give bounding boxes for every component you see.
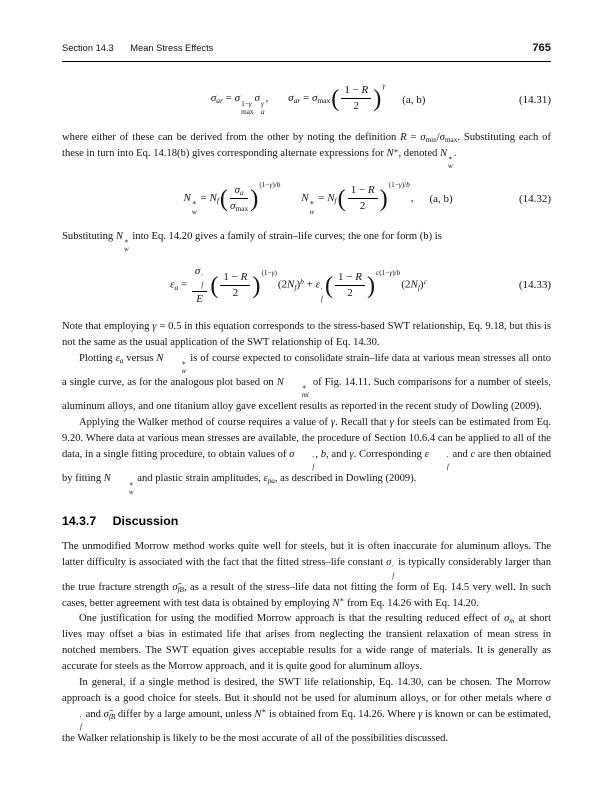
paragraph-one-justification: One justification for using the modified Morrow approach is that the resulting reduced effect of σm at short lives may offset a bias in estimated life that arises from neglecting the transient relaxation of mean stress in notched members. The SWT equation gives acceptable results for a wide range of materials. It is generally as accurate for steels as the Morrow approach, and it is quite good for aluminum alloys. (62, 613, 552, 673)
equation-14-31-right-zone (386, 92, 551, 109)
equation-14-32-part-label: (a, b) (429, 193, 453, 206)
equation-14-31-part-label: (a, b) (402, 93, 426, 106)
paragraph-note-gamma: Note that employing γ = 0.5 in this equation corresponds to the stress-based SWT relationship, Eq. 9.18, but this is not the same as the usual application of the SWT relationship of Eq. 14.30. (62, 320, 551, 348)
header-rule (62, 61, 551, 62)
running-head-section-number: Section 14.3 (62, 43, 114, 53)
running-head-section-title: Mean Stress Effects (130, 43, 214, 53)
paragraph-applying-walker: Applying the Walker method of course requires a value of γ. Recall that γ for steels can be estimated from Eq. 9.20. Where data at various mean stresses are available, the procedure of Section 10.6.4 can be applied to all of the data, in a single fitting procedure, to obtain values of σ ′ f , b, and γ. Corresponding ε ′ f and c are then obtained by fitting N ∗ w and plastic strain amplitudes, εpa, as described in Dowling (2009). (62, 417, 552, 496)
equation-14-31-math: σar = σ 1−γ max σ γ a , σar = σmax ( $\frac{1 - R}{2}$ ) γ (210, 81, 386, 116)
equation-14-32-right-zone (414, 191, 552, 208)
equation-14-33-right-zone (427, 277, 551, 294)
equation-14-31 (62, 81, 552, 116)
page-number: 765 (532, 42, 551, 54)
equation-14-33-math: εa = σ ′ f E ( $\frac{1 - R}{2}$ ) (1−γ) $(2Nf)^b + \varepsilon$ ′ f ( $\frac{1 - R}{2}$ ) c(1−γ)/b $(2Nf)^c$ (170, 265, 427, 305)
equation-14-32 (62, 181, 552, 216)
paragraph-substituting-nw: Substituting N ∗ w into Eq. 14.20 gives a family of strain–life curves; the one for form (b) is (62, 230, 442, 254)
equation-14-32-math: N ∗ w = Nf ( $\frac{\sigma a}{\sigma\max}$ ) (1−γ)/b N ∗ w = Nf ( $\frac{1 - R}{2}$ ) (1−γ)/b , (183, 181, 414, 216)
paragraph-plotting: Plotting εa versus N ∗ w is of course expected to consolidate strain–life data at various mean stresses all onto a single curve, as for the analogous plot based on N ∗ mi of Fig. 14.11. Such comparisons for a number of steels, aluminum alloys, and one titanium alloy gave excellent results as reported in the recent study of Dowling (2009). (62, 352, 552, 413)
section-heading-title: Discussion (112, 513, 179, 528)
running-head-left (62, 42, 213, 56)
paragraph-unmodified-morrow: The unmodified Morrow method works quite well for steels, but it is often inaccurate for aluminum alloys. The latter difficulty is associated with the fact that the fitted stress–life constant σ ′ f is typically considerably larger than the true fracture strength σ̃fB, as a result of the stress–life data not fitting the form of Eq. 14.5 very well. In such cases, better agreement with test data is obtained by employing N∗ from Eq. 14.26 with Eq. 14.20. (62, 541, 551, 609)
paragraph-definition-r: where either of these can be derived from the other by noting the definition R = σmin/σmax. Substituting each of these in turn into Eq. 14.18(b) gives corresponding alternate expressions for N∗, denoted N ∗ w . (62, 132, 551, 171)
equation-14-31-number: (14.31) (518, 93, 552, 106)
equation-14-33 (62, 265, 551, 305)
running-head (62, 40, 551, 57)
equation-14-32-number: (14.32) (518, 193, 552, 206)
paragraph-in-general: In general, if a single method is desired, the SWT life relationship, Eq. 14.30, can be chosen. The Morrow approach is a good choice for steels. But it should not be used for aluminum alloys, or for other metals where σ ′ f and σ̃fB differ by a large amount, unless N∗ is obtained from Eq. 14.26. Where γ is known or can be estimated, the Walker relationship is likely to be the most accurate of all of the possibilities discussed. (62, 676, 552, 745)
equation-14-33-number: (14.33) (518, 279, 551, 292)
section-heading-discussion (62, 512, 551, 530)
section-heading-number: 14.3.7 (62, 513, 97, 528)
